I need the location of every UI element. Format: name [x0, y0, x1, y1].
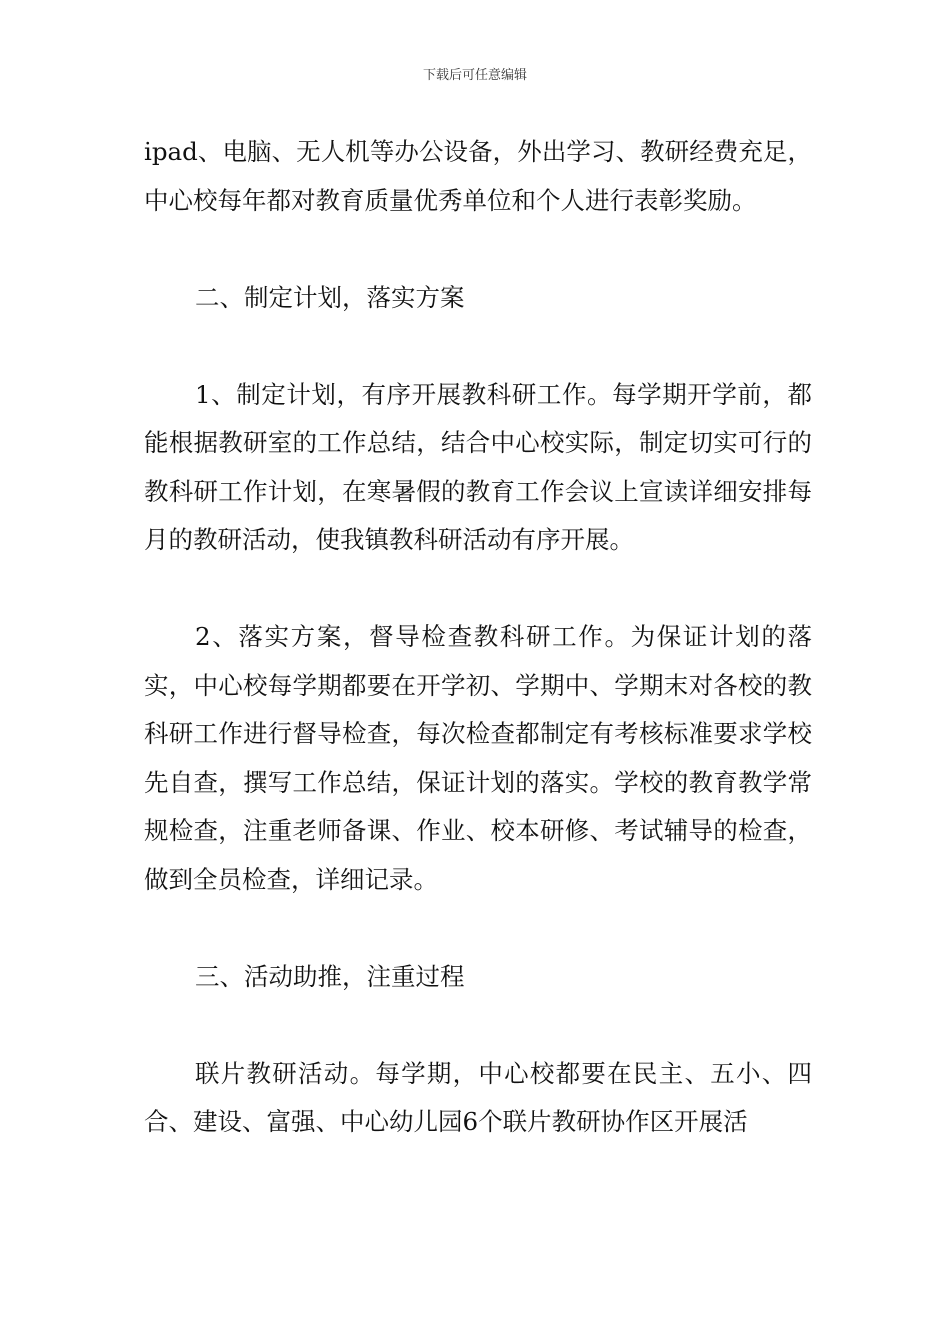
paragraph-plan: 1、制定计划，有序开展教科研工作。每学期开学前，都能根据教研室的工作总结，结合中心校实际，制定切实可行的教科研工作计划，在寒暑假的教育工作会议上宣读详细安排每月的教研活动，使我镇教科研活动有序开展。 — [144, 379, 812, 554]
page-header-note: 下载后可任意编辑 — [422, 68, 527, 83]
section-heading-2: 二、制定计划，落实方案 — [195, 282, 465, 312]
paragraph-joint-research: 联片教研活动。每学期，中心校都要在民主、五小、四合、建设、富强、中心幼儿园6个联片教研协作区开展活 — [144, 1058, 812, 1136]
paragraph-continuation: ipad、电脑、无人机等办公设备，外出学习、教研经费充足，中心校每年都对教育质量优秀单位和个人进行表彰奖励。 — [144, 137, 812, 215]
section-heading-3: 三、活动助推，注重过程 — [195, 961, 465, 991]
paragraph-implementation: 2、落实方案，督导检查教科研工作。为保证计划的落实，中心校每学期都要在开学初、学期中、学期末对各校的教科研工作进行督导检查，每次检查都制定有考核标准要求学校先自查，撰写工作总结，保证计划的落实。学校的教育教学常规检查，注重老师备课、作业、校本研修、考试辅导的检查，做到全员检查，详细记录。 — [144, 622, 812, 894]
document-body — [144, 128, 812, 1147]
